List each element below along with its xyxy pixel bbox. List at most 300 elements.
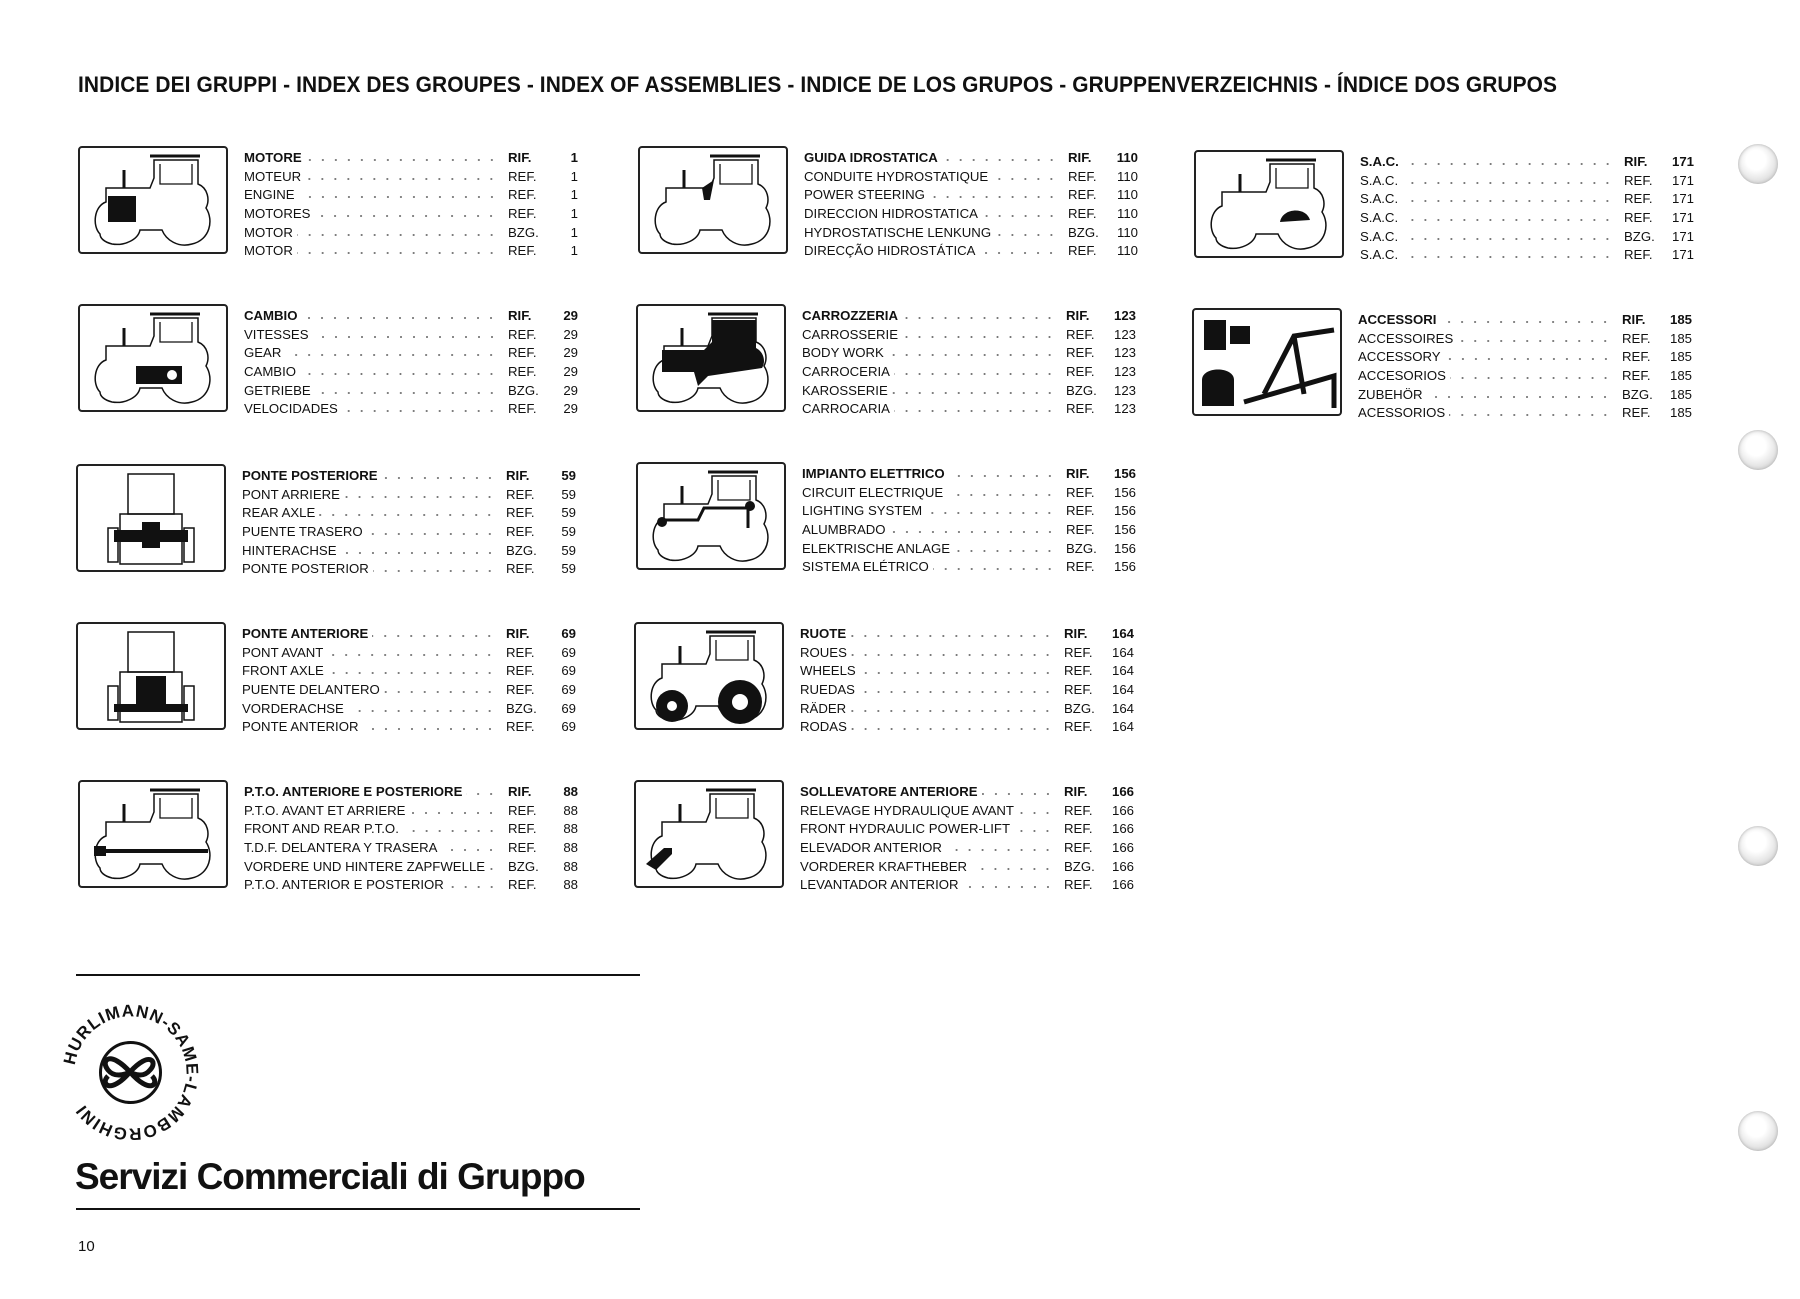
list-item — [244, 803, 578, 822]
hurlimann-same-lamborghini-logo — [58, 1000, 203, 1145]
reference-number: 110 — [1116, 224, 1138, 240]
entry-name: P.T.O. ANTERIORE E POSTERIORE — [244, 784, 463, 799]
list-item — [1360, 210, 1694, 229]
list-item — [242, 663, 576, 682]
reference-label: REF. — [508, 364, 537, 380]
entry-list — [800, 784, 1134, 896]
reference-number: 59 — [561, 561, 576, 577]
assembly-group — [1192, 308, 1712, 421]
entry-name: LEVANTADOR ANTERIOR — [800, 877, 959, 893]
dot-leader — [1450, 370, 1612, 380]
reference-label: REF. — [1066, 364, 1095, 380]
assembly-group — [634, 780, 1154, 893]
reference-label: REF. — [1066, 559, 1095, 575]
list-item — [800, 701, 1134, 720]
list-item — [800, 821, 1134, 840]
assembly-group — [636, 462, 1156, 575]
sac-cab-tractor-icon — [1194, 150, 1344, 258]
assembly-group — [78, 146, 598, 259]
reference-label: RIF. — [1064, 784, 1088, 799]
list-item — [1360, 191, 1694, 210]
entry-name: ACCESORIOS — [1358, 368, 1446, 384]
reference-label: REF. — [1066, 326, 1095, 342]
dot-leader — [1440, 314, 1612, 324]
entry-name: MOTEUR — [244, 168, 302, 184]
list-item — [802, 401, 1136, 420]
dot-leader — [892, 385, 1056, 395]
reference-label: REF. — [1068, 187, 1097, 203]
gearbox-tractor-icon — [78, 304, 228, 412]
entry-name: WHEELS — [800, 663, 856, 679]
entry-name: MOTOR — [244, 224, 293, 240]
entry-name: FRONT AND REAR P.T.O. — [244, 821, 399, 837]
entry-name: ALUMBRADO — [802, 522, 886, 538]
group-heading — [802, 308, 1136, 327]
entry-name: S.A.C. — [1360, 228, 1399, 244]
reference-number: 29 — [563, 364, 578, 380]
dot-leader — [373, 563, 496, 573]
dot-leader — [367, 526, 496, 536]
reference-label: REF. — [508, 168, 537, 184]
group-heading — [242, 626, 576, 645]
dot-leader — [466, 786, 498, 796]
reference-number: 110 — [1116, 243, 1138, 259]
entry-name: GUIDA IDROSTATICA — [804, 150, 938, 165]
list-item — [802, 559, 1136, 578]
reference-number: 166 — [1111, 858, 1134, 874]
entry-name: CARROZZERIA — [802, 308, 898, 323]
dot-leader — [894, 403, 1056, 413]
dot-leader — [489, 861, 498, 871]
reference-number: 69 — [561, 682, 576, 698]
list-item — [804, 243, 1138, 262]
electrical-tractor-icon — [636, 462, 786, 570]
dot-leader — [926, 505, 1056, 515]
reference-number: 156 — [1113, 522, 1136, 538]
list-item — [802, 485, 1136, 504]
dot-leader — [992, 171, 1058, 181]
reference-number: 59 — [561, 468, 576, 483]
dot-leader — [1402, 212, 1614, 222]
reference-number: 59 — [561, 524, 576, 540]
reference-number: 171 — [1671, 247, 1694, 263]
entry-name: ELEKTRISCHE ANLAGE — [802, 540, 951, 556]
bodywork-tractor-icon — [636, 304, 786, 412]
entry-name: CAMBIO — [244, 308, 298, 323]
list-item — [802, 327, 1136, 346]
entry-name: PONTE ANTERIOR — [242, 719, 359, 735]
dot-leader — [1457, 333, 1612, 343]
dot-leader — [902, 310, 1056, 320]
reference-label: REF. — [1068, 206, 1097, 222]
assembly-group — [76, 464, 596, 577]
reference-number: 29 — [563, 382, 578, 398]
entry-list — [242, 468, 576, 580]
rear-axle-tractor-icon — [76, 464, 226, 572]
divider — [76, 974, 640, 976]
reference-label: REF. — [508, 821, 537, 837]
list-item — [1358, 368, 1692, 387]
entry-name: REAR AXLE — [242, 505, 316, 521]
entry-name: VORDERACHSE — [242, 700, 344, 716]
entry-name: ENGINE — [244, 187, 295, 203]
reference-label: REF. — [506, 682, 535, 698]
dot-leader — [1014, 823, 1054, 833]
entry-name: PONT AVANT — [242, 644, 324, 660]
reference-label: REF. — [1066, 522, 1095, 538]
list-item — [244, 187, 578, 206]
reference-number: 29 — [563, 345, 578, 361]
reference-label: BZG. — [1624, 228, 1655, 244]
reference-number: 123 — [1113, 401, 1136, 417]
dot-leader — [306, 152, 498, 162]
entry-list — [802, 466, 1136, 578]
reference-label: REF. — [508, 187, 537, 203]
reference-label: REF. — [1064, 877, 1093, 893]
reference-number: 171 — [1671, 191, 1694, 207]
entry-name: S.A.C. — [1360, 247, 1399, 263]
entry-name: RUOTE — [800, 626, 847, 641]
reference-label: BZG. — [1064, 700, 1095, 716]
reference-number: 166 — [1111, 802, 1134, 818]
dot-leader — [342, 403, 498, 413]
dot-leader — [305, 171, 498, 181]
reference-label: REF. — [1064, 663, 1093, 679]
dot-leader — [859, 684, 1054, 694]
dot-leader — [946, 842, 1054, 852]
group-heading — [800, 784, 1134, 803]
dot-leader — [971, 861, 1054, 871]
assembly-group — [78, 780, 598, 893]
dot-leader — [1402, 231, 1614, 241]
pto-tractor-icon — [78, 780, 228, 888]
reference-label: REF. — [508, 877, 537, 893]
list-item — [800, 877, 1134, 896]
dot-leader — [850, 703, 1054, 713]
steering-tractor-icon — [638, 146, 788, 254]
entry-name: KAROSSERIE — [802, 382, 888, 398]
reference-label: REF. — [1066, 401, 1095, 417]
entry-name: VORDERER KRAFTHEBER — [800, 858, 968, 874]
list-item — [244, 859, 578, 878]
dot-leader — [851, 721, 1054, 731]
dot-leader — [348, 703, 496, 713]
entry-name: ACCESSORY — [1358, 349, 1441, 365]
dot-leader — [409, 805, 498, 815]
reference-number: 123 — [1113, 308, 1136, 323]
list-item — [244, 383, 578, 402]
reference-number: 1 — [570, 224, 578, 240]
assembly-group — [634, 622, 1154, 735]
reference-number: 29 — [563, 326, 578, 342]
reference-number: 185 — [1669, 386, 1692, 402]
reference-label: BZG. — [508, 858, 539, 874]
entry-name: GEAR — [244, 345, 282, 361]
dot-leader — [1402, 193, 1614, 203]
reference-number: 166 — [1111, 821, 1134, 837]
front-lift-tractor-icon — [634, 780, 784, 888]
list-item — [242, 701, 576, 720]
entry-name: ACESSORIOS — [1358, 405, 1446, 421]
dot-leader — [1018, 805, 1054, 815]
entry-name: CARROCERIA — [802, 364, 890, 380]
reference-number: 185 — [1669, 405, 1692, 421]
entry-name: S.A.C. — [1360, 154, 1399, 169]
entry-name: PONT ARRIERE — [242, 486, 340, 502]
reference-number: 88 — [563, 802, 578, 818]
reference-number: 156 — [1113, 540, 1136, 556]
entry-name: DIRECÇÃO HIDROSTÁTICA — [804, 243, 976, 259]
wheels-tractor-icon — [634, 622, 784, 730]
reference-label: REF. — [508, 802, 537, 818]
divider — [76, 1208, 640, 1210]
reference-number: 123 — [1113, 326, 1136, 342]
dot-leader — [1403, 156, 1614, 166]
entry-name: ACCESSORI — [1358, 312, 1437, 327]
entry-name: HINTERACHSE — [242, 542, 337, 558]
dot-leader — [297, 245, 498, 255]
binder-hole — [1738, 430, 1778, 470]
entry-list — [244, 150, 578, 262]
dot-leader — [1402, 175, 1614, 185]
entry-name: PUENTE TRASERO — [242, 524, 363, 540]
reference-label: BZG. — [1066, 382, 1097, 398]
reference-label: RIF. — [508, 784, 532, 799]
reference-number: 156 — [1113, 503, 1136, 519]
page-title: INDICE DEI GRUPPI - INDEX DES GROUPES - INDEX OF ASSEMBLIES - INDICE DE LOS GRUPOS - GRUPPENVERZEICHNIS - ÍNDICE DOS GRUPOS — [78, 72, 1558, 97]
reference-number: 88 — [563, 877, 578, 893]
reference-label: REF. — [506, 644, 535, 660]
reference-number: 88 — [563, 821, 578, 837]
list-item — [800, 803, 1134, 822]
assembly-group — [638, 146, 1158, 259]
entry-name: CARROSSERIE — [802, 326, 898, 342]
list-item — [1360, 247, 1694, 266]
reference-number: 185 — [1669, 330, 1692, 346]
list-item — [804, 225, 1138, 244]
reference-label: REF. — [506, 663, 535, 679]
reference-number: 156 — [1113, 559, 1136, 575]
group-heading — [244, 784, 578, 803]
list-item — [802, 541, 1136, 560]
reference-number: 59 — [561, 505, 576, 521]
group-heading — [1360, 154, 1694, 173]
entry-name: ROUES — [800, 644, 847, 660]
group-heading — [244, 308, 578, 327]
assembly-group — [636, 304, 1156, 417]
reference-label: RIF. — [1624, 154, 1648, 169]
list-item — [1358, 331, 1692, 350]
list-item — [244, 206, 578, 225]
reference-label: REF. — [1064, 840, 1093, 856]
list-item — [242, 682, 576, 701]
dot-leader — [1445, 351, 1612, 361]
reference-number: 1 — [570, 150, 578, 165]
company-name: Servizi Commerciali di Gruppo — [75, 1156, 585, 1197]
entry-name: PONTE POSTERIORE — [242, 468, 378, 483]
list-item — [244, 821, 578, 840]
reference-label: RIF. — [506, 468, 530, 483]
entry-name: FRONT HYDRAULIC POWER-LIFT — [800, 821, 1011, 837]
list-item — [804, 169, 1138, 188]
reference-label: BZG. — [508, 382, 539, 398]
entry-name: FRONT AXLE — [242, 663, 324, 679]
reference-label: REF. — [1064, 682, 1093, 698]
entry-list — [244, 784, 578, 896]
reference-number: 164 — [1111, 682, 1134, 698]
list-item — [1360, 229, 1694, 248]
entry-name: LIGHTING SYSTEM — [802, 503, 923, 519]
list-item — [242, 487, 576, 506]
entry-name: CONDUITE HYDROSTATIQUE — [804, 168, 989, 184]
dot-leader — [947, 487, 1056, 497]
dot-leader — [301, 310, 498, 320]
reference-label: RIF. — [1068, 150, 1092, 165]
reference-label: REF. — [1624, 247, 1653, 263]
dot-leader — [1449, 407, 1612, 417]
reference-label: REF. — [1066, 484, 1095, 500]
dot-leader — [850, 628, 1054, 638]
reference-label: RIF. — [506, 626, 530, 641]
reference-number: 156 — [1113, 484, 1136, 500]
accessories-icon — [1192, 308, 1342, 416]
entry-name: S.A.C. — [1360, 172, 1399, 188]
dot-leader — [403, 823, 498, 833]
reference-number: 171 — [1671, 210, 1694, 226]
dot-leader — [890, 524, 1056, 534]
reference-number: 166 — [1111, 840, 1134, 856]
reference-label: REF. — [1624, 172, 1653, 188]
list-item — [800, 859, 1134, 878]
reference-label: REF. — [506, 719, 535, 735]
reference-number: 110 — [1116, 168, 1138, 184]
entry-name: SISTEMA ELÉTRICO — [802, 559, 929, 575]
reference-number: 69 — [561, 644, 576, 660]
group-heading — [242, 468, 576, 487]
list-item — [242, 543, 576, 562]
list-item — [244, 243, 578, 262]
list-item — [244, 364, 578, 383]
reference-number: 69 — [561, 626, 576, 641]
dot-leader — [300, 366, 498, 376]
reference-number: 1 — [570, 168, 578, 184]
group-heading — [244, 150, 578, 169]
list-item — [800, 840, 1134, 859]
entry-list — [242, 626, 576, 738]
dot-leader — [929, 189, 1058, 199]
reference-label: REF. — [508, 345, 537, 361]
reference-label: REF. — [508, 401, 537, 417]
dot-leader — [942, 152, 1058, 162]
list-item — [800, 682, 1134, 701]
reference-number: 164 — [1111, 700, 1134, 716]
entry-list — [800, 626, 1134, 738]
entry-name: POWER STEERING — [804, 187, 925, 203]
list-item — [800, 645, 1134, 664]
entry-name: VELOCIDADES — [244, 401, 338, 417]
entry-list — [1358, 312, 1692, 424]
reference-number: 164 — [1111, 644, 1134, 660]
reference-number: 156 — [1113, 466, 1136, 481]
reference-label: RIF. — [1064, 626, 1088, 641]
entry-name: GETRIEBE — [244, 382, 311, 398]
list-item — [802, 345, 1136, 364]
reference-number: 164 — [1111, 719, 1134, 735]
reference-number: 123 — [1113, 345, 1136, 361]
dot-leader — [319, 507, 496, 517]
entry-name: MOTOR — [244, 243, 293, 259]
assembly-group — [76, 622, 596, 735]
entry-name: RUEDAS — [800, 682, 855, 698]
entry-name: S.A.C. — [1360, 191, 1399, 207]
reference-number: 1 — [570, 206, 578, 222]
list-item — [242, 645, 576, 664]
list-item — [244, 345, 578, 364]
assembly-group — [1194, 150, 1714, 263]
dot-leader — [888, 347, 1056, 357]
list-item — [1358, 405, 1692, 424]
dot-leader — [285, 347, 498, 357]
dot-leader — [363, 721, 496, 731]
entry-name: ACCESSOIRES — [1358, 330, 1454, 346]
dot-leader — [995, 227, 1058, 237]
entry-name: T.D.F. DELANTERA Y TRASERA — [244, 840, 438, 856]
dot-leader — [441, 842, 498, 852]
group-heading — [804, 150, 1138, 169]
list-item — [802, 503, 1136, 522]
entry-name: PONTE POSTERIOR — [242, 561, 369, 577]
entry-name: PONTE ANTERIORE — [242, 626, 369, 641]
reference-label: REF. — [1624, 191, 1653, 207]
list-item — [800, 663, 1134, 682]
reference-label: REF. — [1066, 503, 1095, 519]
entry-list — [244, 308, 578, 420]
list-item — [244, 169, 578, 188]
entry-list — [1360, 154, 1694, 266]
reference-label: RIF. — [1066, 466, 1090, 481]
dot-leader — [448, 879, 498, 889]
reference-label: REF. — [1622, 368, 1651, 384]
reference-label: BZG. — [506, 700, 537, 716]
list-item — [242, 719, 576, 738]
reference-label: REF. — [1064, 821, 1093, 837]
dot-leader — [328, 665, 496, 675]
entry-name: SOLLEVATORE ANTERIORE — [800, 784, 978, 799]
reference-number: 166 — [1111, 877, 1134, 893]
reference-label: REF. — [508, 243, 537, 259]
reference-number: 110 — [1116, 150, 1138, 165]
reference-label: REF. — [506, 524, 535, 540]
reference-number: 29 — [563, 401, 578, 417]
dot-leader — [963, 879, 1054, 889]
reference-number: 123 — [1113, 382, 1136, 398]
reference-label: BZG. — [1066, 540, 1097, 556]
dot-leader — [860, 665, 1054, 675]
list-item — [244, 840, 578, 859]
dot-leader — [982, 786, 1054, 796]
list-item — [800, 719, 1134, 738]
reference-label: REF. — [1064, 802, 1093, 818]
entry-name: CAMBIO — [244, 364, 297, 380]
reference-label: RIF. — [508, 308, 532, 323]
logo-text: HURLIMANN-SAME-LAMBORGHINI — [59, 1001, 202, 1144]
dot-leader — [902, 329, 1056, 339]
dot-leader — [954, 543, 1056, 553]
dot-leader — [314, 208, 498, 218]
group-heading — [802, 466, 1136, 485]
dot-leader — [1402, 249, 1614, 259]
group-heading — [1358, 312, 1692, 331]
